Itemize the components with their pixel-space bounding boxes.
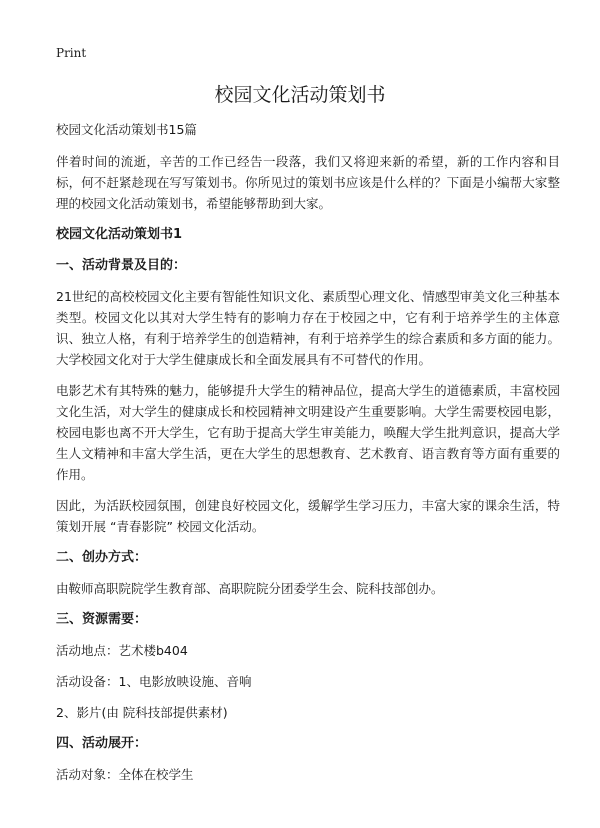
plan1-heading: 校园文化活动策划书1 <box>56 227 183 242</box>
document-body <box>56 119 560 795</box>
section1-paragraph-1: 21世纪的高校校园文化主要有智能性知识文化、素质型心理文化、情感型审美文化三种基本类型。校园文化以其对大学生特有的影响力存在于校园之中，它有利于培养学生的主体意识、独立人格，有利于培养学生的创造精神，有利于培养学生的综合素质和多方面的能力。大学校园文化对于大学生健康成长和全面发展具有不可替代的作用。 <box>56 289 560 367</box>
page-title: 校园文化活动策划书 <box>214 84 386 106</box>
section3-paragraph-3: 2、影片(由 院科技部提供素材) <box>56 705 228 720</box>
section2-heading: 二、创办方式： <box>56 550 148 565</box>
section2-paragraph-1: 由鞍师高职院院学生教育部、高职院院分团委学生会、院科技部创办。 <box>56 581 444 596</box>
intro-paragraph: 伴着时间的流逝，辛苦的工作已经告一段落，我们又将迎来新的希望，新的工作内容和目标，何不赶紧趁现在写写策划书。你所见过的策划书应该是什么样的？下面是小编帮大家整理的校园文化活动策划书，希望能够帮助到大家。 <box>56 154 560 211</box>
section1-paragraph-3: 因此，为活跃校园氛围，创建良好校园文化，缓解学生学习压力，丰富大家的课余生活，特策划开展 “青春影院” 校园文化活动。 <box>56 498 560 534</box>
section4-paragraph-1: 活动对象：全体在校学生 <box>56 767 194 782</box>
section3-heading: 三、资源需要： <box>56 612 148 627</box>
section4-heading: 四、活动展开： <box>56 736 148 751</box>
section1-paragraph-2: 电影艺术有其特殊的魅力，能够提升大学生的精神品位，提高大学生的道德素质，丰富校园文化生活，对大学生的健康成长和校园精神文明建设产生重要影响。大学生需要校园电影，校园电影也离不开大学生，它有助于提高大学生审美能力，唤醒大学生批判意识，提高大学生人文精神和丰富大学生活，更在大学生的思想教育、艺术教育、语言教育等方面有重要的作用。 <box>56 383 560 482</box>
print-link[interactable]: Print <box>56 46 87 60</box>
section3-paragraph-1: 活动地点：艺术楼b404 <box>56 643 188 658</box>
section1-heading: 一、活动背景及目的： <box>56 258 187 273</box>
subtitle: 校园文化活动策划书15篇 <box>56 122 197 137</box>
section3-paragraph-2: 活动设备：1、电影放映设施、音响 <box>56 674 252 689</box>
